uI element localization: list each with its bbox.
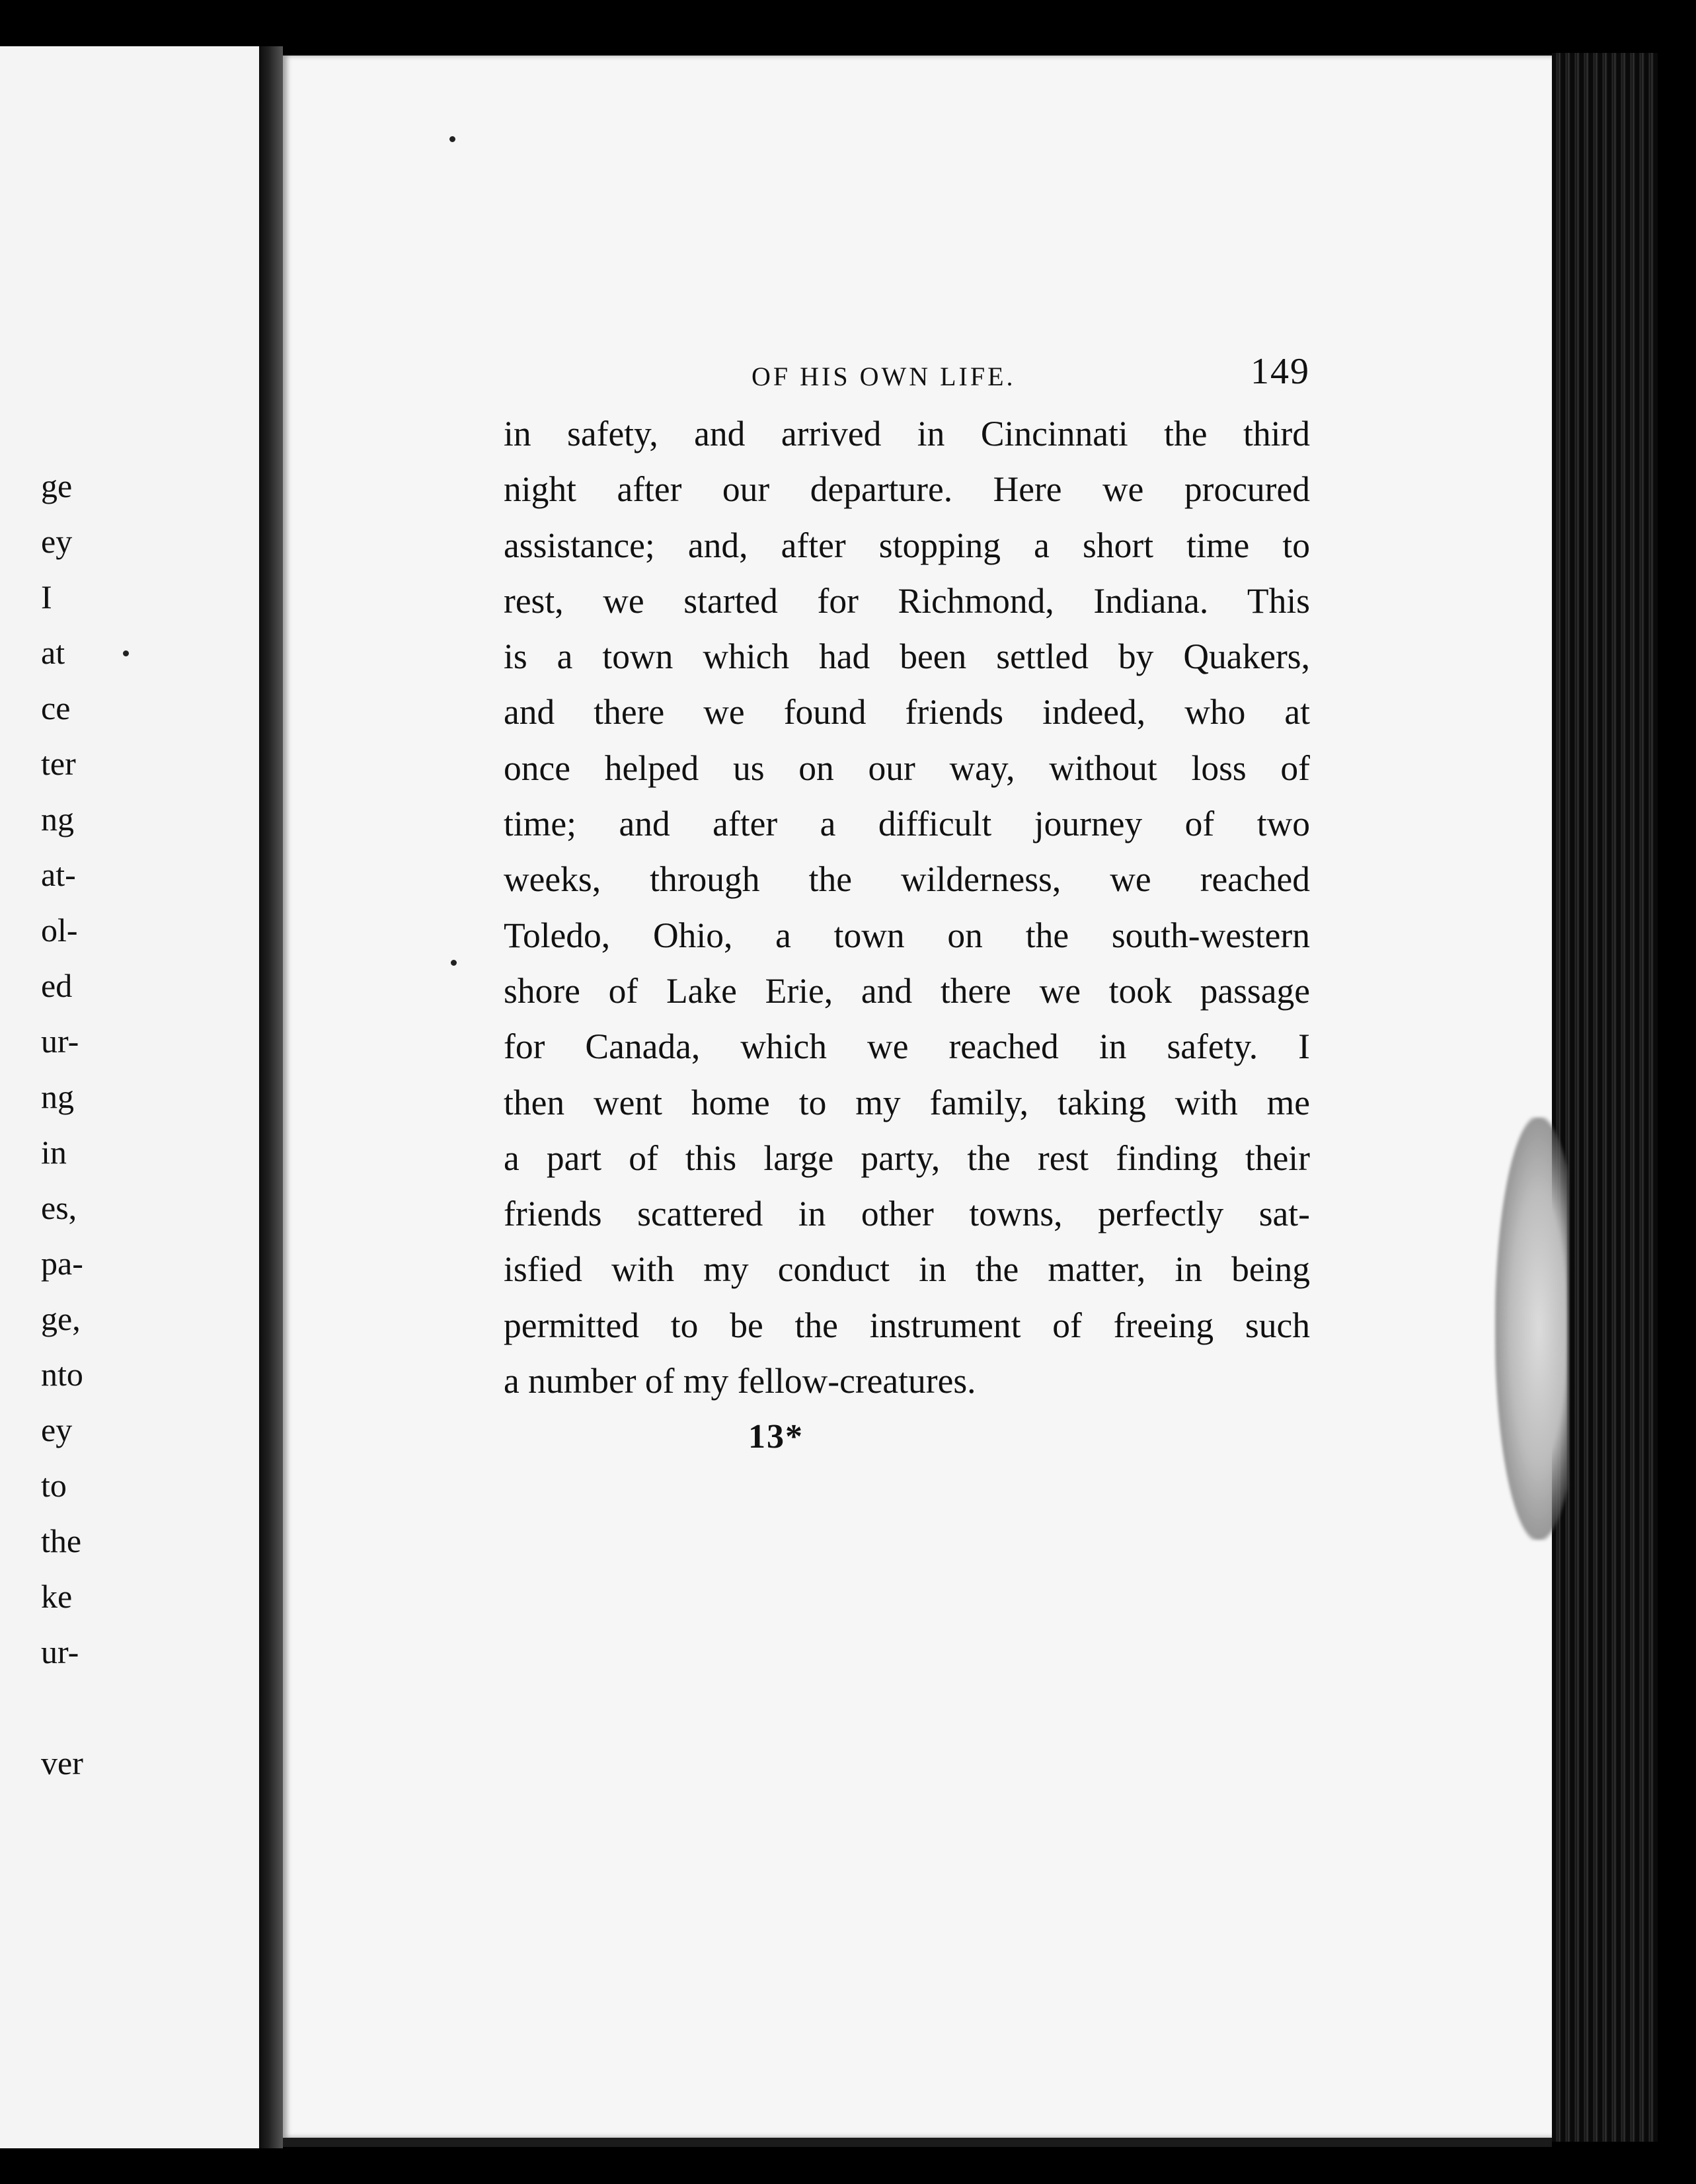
left-fragment: ce [41, 689, 71, 726]
page-number: 149 [1251, 351, 1310, 392]
left-fragment: to [41, 1467, 67, 1504]
previous-page-text-fragments [0, 46, 259, 2148]
left-fragment: the [41, 1522, 82, 1559]
left-fragment: ter [41, 745, 76, 782]
text-line: is a town which had been settled by Quakers, [504, 637, 1310, 677]
text-line: Toledo, Ohio, a town on the south-western [504, 915, 1310, 955]
left-fragment: at- [41, 856, 76, 893]
left-fragment: pa- [41, 1245, 83, 1282]
scan-speck [449, 136, 455, 142]
book-page-edges [1552, 53, 1658, 2142]
left-fragment: es, [41, 1189, 77, 1226]
text-line: then went home to my family, taking with me [504, 1082, 1310, 1122]
left-fragment: ng [41, 800, 74, 838]
left-fragment: ey [41, 523, 73, 560]
left-fragment: ed [41, 967, 73, 1004]
text-line: rest, we started for Richmond, Indiana. This [504, 580, 1310, 621]
text-line: night after our departure. Here we procured [504, 469, 1310, 510]
page-bottom-edge [283, 2138, 1552, 2147]
text-line: shore of Lake Erie, and there we took passage [504, 970, 1310, 1011]
running-head [504, 350, 1310, 397]
text-line: isfied with my conduct in the matter, in being [504, 1249, 1310, 1290]
left-fragment: ey [41, 1411, 73, 1448]
text-line: once helped us on our way, without loss of [504, 748, 1310, 788]
body-text [504, 406, 1310, 1409]
left-fragment: ge [41, 467, 73, 504]
text-line: permitted to be the instrument of freeing such [504, 1305, 1310, 1345]
text-line: weeks, through the wilderness, we reached [504, 859, 1310, 900]
left-fragment: ol- [41, 912, 78, 949]
text-line: assistance; and, after stopping a short time to [504, 525, 1310, 565]
signature-mark: 13* [748, 1418, 804, 1456]
left-fragment: ge, [41, 1300, 81, 1337]
text-line: friends scattered in other towns, perfectly sat- [504, 1194, 1310, 1234]
left-fragment: ver [41, 1744, 83, 1781]
text-line: for Canada, which we reached in safety. I [504, 1027, 1310, 1067]
text-line: and there we found friends indeed, who at [504, 692, 1310, 732]
text-line: time; and after a difficult journey of two [504, 804, 1310, 844]
left-fragment: nto [41, 1356, 83, 1393]
left-fragment: ke [41, 1578, 73, 1615]
left-fragment: ur- [41, 1023, 79, 1060]
left-fragment: ng [41, 1078, 74, 1115]
left-fragment: in [41, 1134, 67, 1171]
book-gutter [259, 46, 283, 2148]
text-line: a part of this large party, the rest finding their [504, 1138, 1310, 1178]
previous-page-edge [0, 46, 263, 2148]
scan-speck [451, 960, 457, 966]
left-fragment: at [41, 634, 65, 671]
page-edge-damage [1495, 1117, 1568, 1540]
text-line: a number of my fellow-creatures. [504, 1361, 976, 1401]
running-head-title: OF HIS OWN LIFE. [752, 362, 1016, 391]
page-text-block [504, 350, 1310, 1460]
text-line: in safety, and arrived in Cincinnati the third [504, 414, 1310, 453]
left-fragment: ur- [41, 1633, 79, 1670]
left-fragment: I [41, 578, 52, 615]
scan-speck [123, 650, 129, 656]
